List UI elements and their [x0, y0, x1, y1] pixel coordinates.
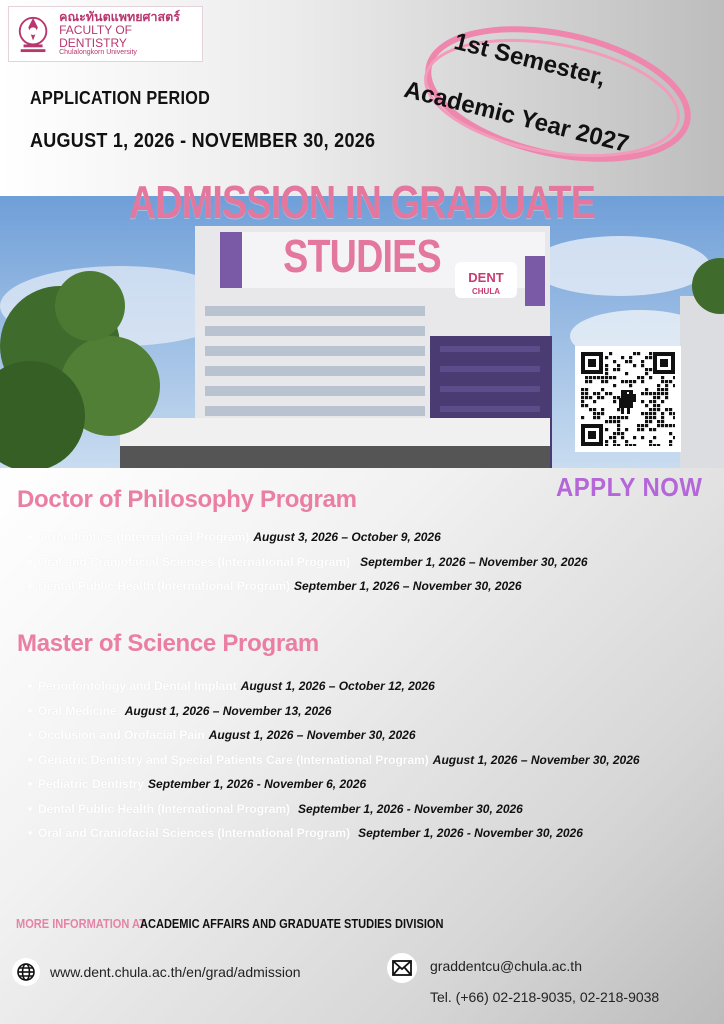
- more-info-label: MORE INFORMATION AT: [16, 916, 146, 931]
- building-sign-chula: CHULA: [472, 287, 500, 296]
- building-sign-dent: DENT: [468, 270, 504, 285]
- list-item: • Dental Public Health (International Program) September 1, 2026 - November 30, 2026: [28, 802, 640, 827]
- logo-thai-name: คณะทันตแพทยศาสตร์: [59, 10, 180, 25]
- logo-university: Chulalongkorn University: [59, 49, 137, 57]
- semester-line2: Academic Year 2027: [401, 76, 632, 158]
- list-item: • Occlusion and Orofacial Pain August 1, 2026 – November 30, 2026: [28, 728, 640, 753]
- list-item: • Oral and Craniofacial Sciences (International Program) September 1, 2026 – November 30, 2026: [28, 555, 588, 580]
- phd-section-title: Doctor of Philosophy Program: [17, 486, 357, 513]
- email-link[interactable]: graddentcu@chula.ac.th: [430, 958, 582, 974]
- semester-badge: [400, 18, 700, 178]
- phd-program-list: [28, 530, 588, 604]
- msc-section-title: Master of Science Program: [17, 630, 319, 657]
- envelope-icon: [387, 953, 417, 983]
- list-item: • Dental Public Health (International Program) September 1, 2026 – November 30, 2026: [28, 579, 588, 604]
- globe-icon: [12, 958, 40, 986]
- logo-english-name: FACULTY OF DENTISTRY: [59, 23, 133, 50]
- website-link[interactable]: www.dent.chula.ac.th/en/grad/admission: [50, 964, 301, 980]
- list-item: • Periodontology and Dental Implant August 1, 2026 – October 12, 2026: [28, 679, 640, 704]
- qr-code-icon[interactable]: [575, 346, 681, 452]
- apply-now-text: APPLY NOW: [556, 472, 703, 502]
- chula-crest-icon: [15, 11, 51, 57]
- msc-program-list: [28, 679, 640, 851]
- list-item: • Geriatric Dentistry and Special Patients Care (International Program) August 1, 2026 – November 30, 2026: [28, 753, 640, 778]
- faculty-logo: [8, 6, 203, 62]
- list-item: • Orthodontics (International Program) August 3, 2026 – October 9, 2026: [28, 530, 588, 555]
- headline: ADMISSION IN GRADUATE STUDIES: [128, 176, 596, 282]
- telephone-numbers: Tel. (+66) 02-218-9035, 02-218-9038: [430, 989, 660, 1005]
- list-item: • Oral and Craniofacial Sciences (International Program) September 1, 2026 - November 30, 2026: [28, 826, 640, 851]
- list-item: • Oral Medicine August 1, 2026 – November 13, 2026: [28, 704, 640, 729]
- semester-line1: 1st Semester,: [451, 28, 609, 92]
- application-period-label: APPLICATION PERIOD: [30, 88, 211, 108]
- more-info-value: ACADEMIC AFFAIRS AND GRADUATE STUDIES DIVISION: [140, 916, 444, 931]
- list-item: • Pediatric Dentistry September 1, 2026 - November 6, 2026: [28, 777, 640, 802]
- application-period-dates: AUGUST 1, 2026 - NOVEMBER 30, 2026: [30, 130, 376, 152]
